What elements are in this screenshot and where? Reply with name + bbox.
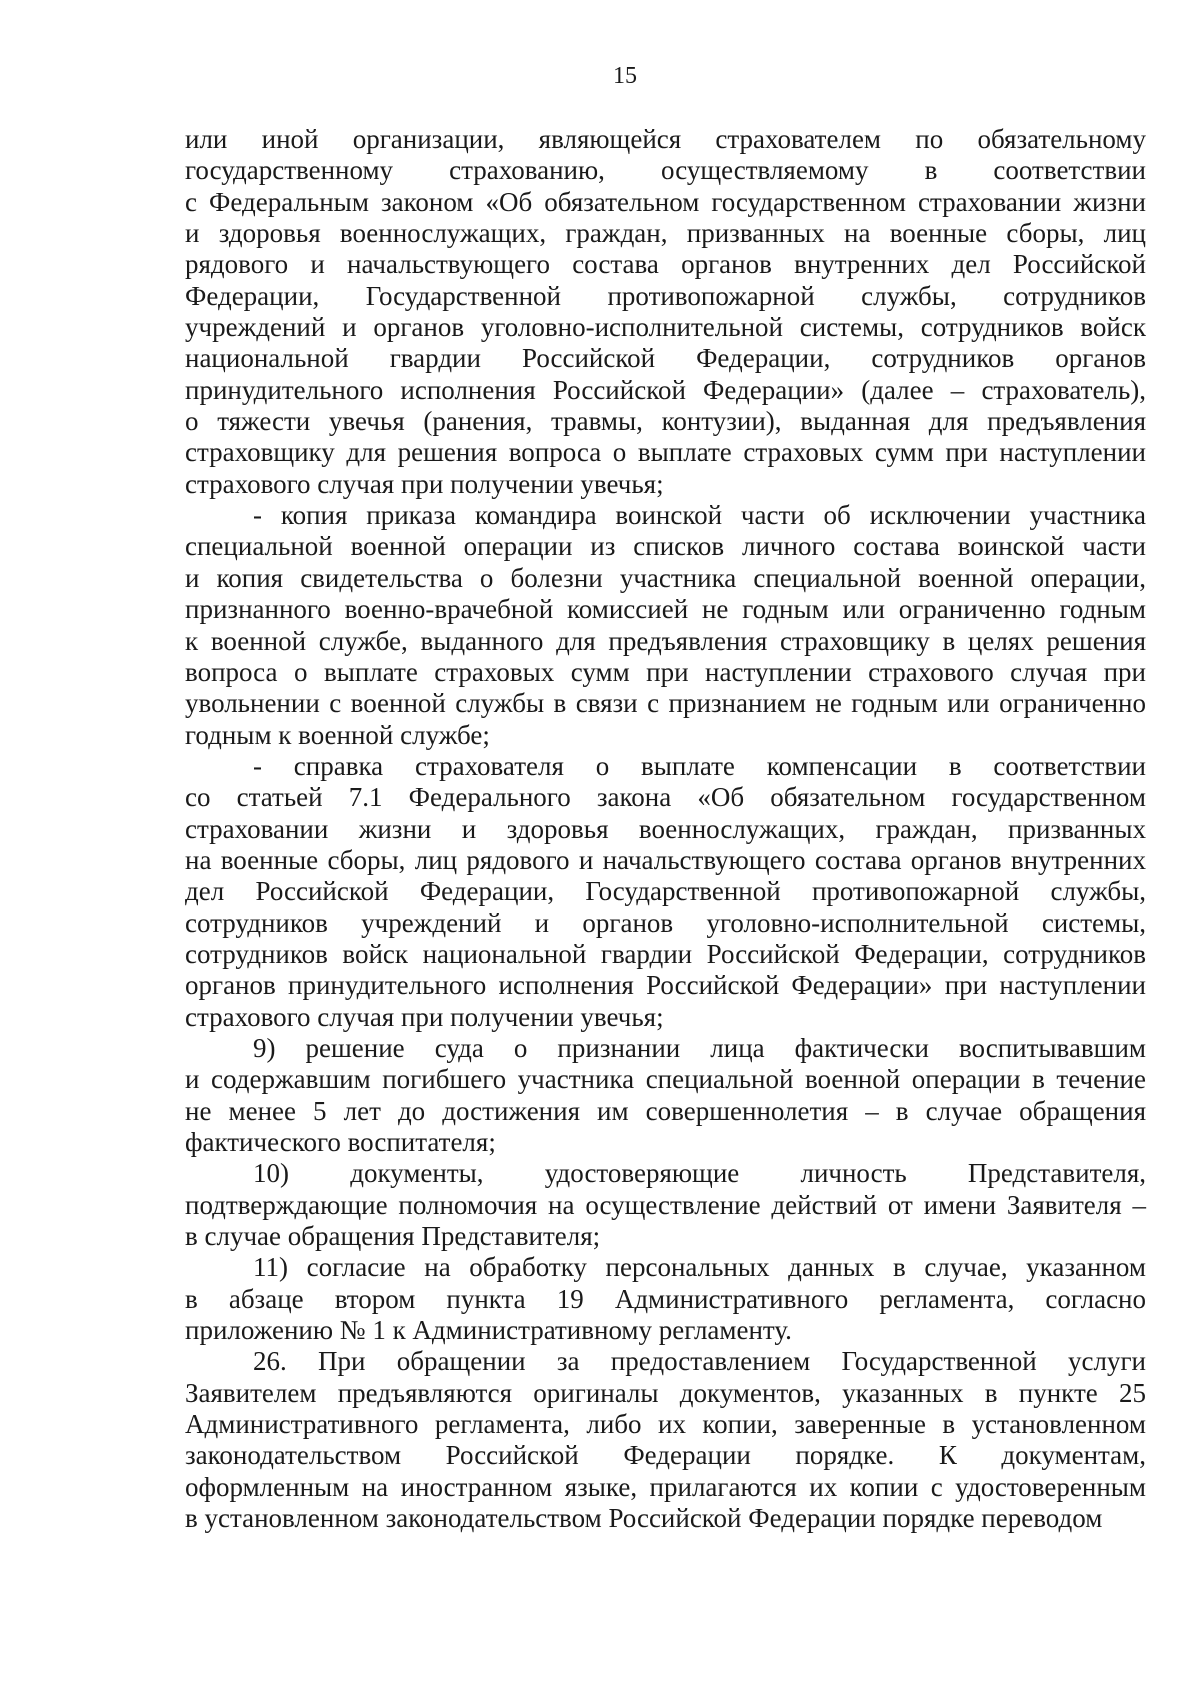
text-line: государственному страхованию, осуществляемому в соответствии [185,155,1146,186]
text-line: приложению № 1 к Административному регламенту. [185,1315,792,1346]
text-line: вопроса о выплате страховых сумм при наступлении страхового случая при [185,656,1146,687]
text-line: рядового и начальствующего состава органов внутренних дел Российской [185,249,1146,280]
text-line: специальной военной операции из списков личного состава воинской части [185,531,1146,562]
text-line: национальной гвардии Российской Федерации, сотрудников органов [185,343,1146,374]
text-line: подтверждающие полномочия на осуществление действий от имени Заявителя – [185,1189,1146,1220]
text-line: страховании жизни и здоровья военнослужащих, граждан, призванных [185,813,1146,844]
paragraph [185,1346,1146,1534]
paragraph [185,1033,1146,1158]
text-line: 9) решение суда о признании лица фактически воспитывавшим [253,1032,1146,1063]
text-line: 11) согласие на обработку персональных данных в случае, указанном [253,1252,1146,1283]
text-line: в абзаце втором пункта 19 Административного регламента, согласно [185,1283,1146,1314]
text-line: страхового случая при получении увечья; [185,468,664,499]
text-line: сотрудников войск национальной гвардии Российской Федерации, сотрудников [185,938,1146,969]
text-line: и копия свидетельства о болезни участника специальной военной операции, [185,562,1146,593]
text-line: в случае обращения Представителя; [185,1221,601,1252]
text-line: годным к военной службе; [185,719,490,750]
text-line: на военные сборы, лиц рядового и начальствующего состава органов внутренних [185,844,1146,875]
paragraph [185,124,1146,500]
text-line: страховщику для решения вопроса о выплате страховых сумм при наступлении [185,437,1146,468]
document-body [185,124,1146,1534]
paragraph [185,751,1146,1033]
text-line: - копия приказа командира воинской части об исключении участника [253,500,1146,531]
text-line: и здоровья военнослужащих, граждан, призванных на военные сборы, лиц [185,218,1146,249]
text-line: сотрудников учреждений и органов уголовно-исполнительной системы, [185,907,1146,938]
text-line: или иной организации, являющейся страхователем по обязательному [185,124,1146,154]
text-line: Заявителем предъявляются оригиналы документов, указанных в пункте 25 [185,1377,1146,1408]
text-line: о тяжести увечья (ранения, травмы, контузии), выданная для предъявления [185,406,1146,437]
text-line: увольнении с военной службы в связи с признанием не годным или ограниченно [185,688,1146,719]
text-line: 10) документы, удостоверяющие личность Представителя, [253,1158,1146,1189]
text-line: 26. При обращении за предоставлением Государственной услуги [253,1346,1146,1377]
text-line: органов принудительного исполнения Российской Федерации» при наступлении [185,970,1146,1001]
text-line: дел Российской Федерации, Государственной противопожарной службы, [185,876,1146,907]
text-line: признанного военно-врачебной комиссией не годным или ограниченно годным [185,594,1146,625]
text-line: учреждений и органов уголовно-исполнительной системы, сотрудников войск [185,312,1146,343]
text-line: с Федеральным законом «Об обязательном государственном страховании жизни [185,186,1146,217]
paragraph [185,1158,1146,1252]
text-line: и содержавшим погибшего участника специальной военной операции в течение [185,1064,1146,1095]
page-number: 15 [613,63,637,89]
text-line: со статьей 7.1 Федерального закона «Об обязательном государственном [185,782,1146,813]
text-line: в установленном законодательством Российской Федерации порядке переводом [185,1503,1103,1534]
text-line: - справка страхователя о выплате компенсации в соответствии [253,750,1146,781]
text-line: законодательством Российской Федерации порядке. К документам, [185,1440,1146,1471]
text-line: оформленным на иностранном языке, прилагаются их копии с удостоверенным [185,1471,1146,1502]
text-line: Федерации, Государственной противопожарной службы, сотрудников [185,280,1146,311]
paragraph [185,1252,1146,1346]
text-line: не менее 5 лет до достижения им совершеннолетия – в случае обращения [185,1095,1146,1126]
paragraph [185,500,1146,751]
text-line: Административного регламента, либо их копии, заверенные в установленном [185,1409,1146,1440]
text-line: к военной службе, выданного для предъявления страховщику в целях решения [185,625,1146,656]
text-line: фактического воспитателя; [185,1127,496,1157]
text-line: страхового случая при получении увечья; [185,1001,664,1032]
text-line: принудительного исполнения Российской Федерации» (далее – страхователь), [185,374,1146,405]
